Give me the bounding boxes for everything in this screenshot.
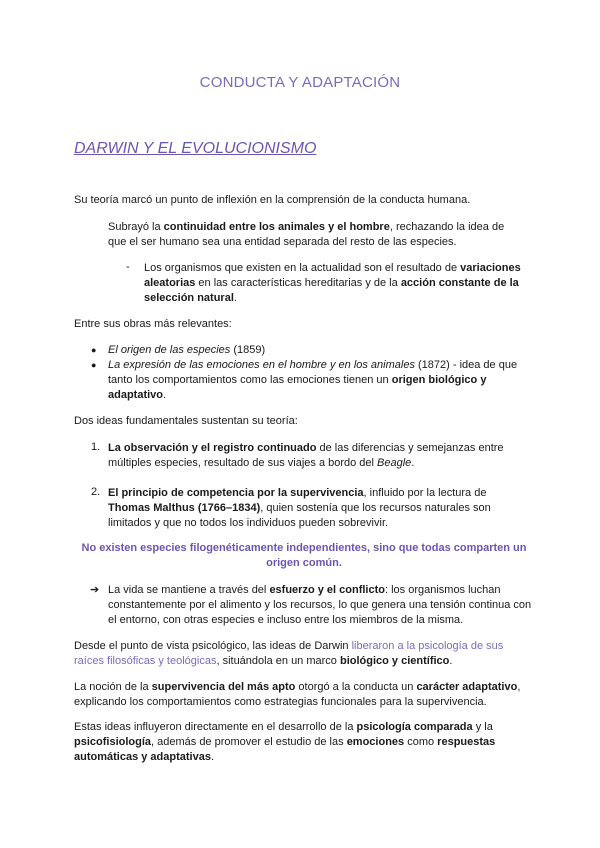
dash-item: Los organismos que existen en la actualidad son el resultado de variaciones aleatorias en las características hereditarias y de la acción constante de la selección natural. bbox=[144, 262, 521, 304]
dash-marker: - bbox=[126, 261, 130, 273]
list-number: 1. bbox=[91, 441, 101, 453]
highlight-statement: No existen especies filogenéticamente independientes, sino que todas comparten un origen común. bbox=[81, 542, 527, 569]
work-item: El origen de las especies (1859) bbox=[108, 344, 266, 356]
continuity-paragraph: Subrayó la continuidad entre los animales y el hombre, rechazando la idea de que el ser humano sea una entidad separada del resto de las especies. bbox=[108, 221, 505, 248]
section-heading: DARWIN Y EL EVOLUCIONISMO bbox=[74, 140, 317, 157]
arrow-icon: ➔ bbox=[90, 584, 100, 596]
work-item: La expresión de las emociones en el hombre y en los animales (1872) - idea de que tanto los comportamientos como las emociones tienen un origen biológico y adaptativo. bbox=[108, 359, 518, 401]
intro-paragraph: Su teoría marcó un punto de inflexión en la comprensión de la conducta humana. bbox=[74, 194, 471, 206]
list-number: 2. bbox=[91, 486, 101, 498]
bullet-icon: ● bbox=[91, 345, 97, 355]
psychology-paragraph: Desde el punto de vista psicológico, las ideas de Darwin liberaron a la psicología de sus raíces filosóficas y teológicas, situándola en un marco biológico y científico. bbox=[74, 640, 504, 667]
influence-paragraph: Estas ideas influyeron directamente en el desarrollo de la psicología comparada y la psicofisiología, además de promover el estudio de las emociones como respuestas automáticas y adaptativas. bbox=[74, 721, 496, 763]
page-title: CONDUCTA Y ADAPTACIÓN bbox=[199, 74, 401, 91]
bullet-icon: ● bbox=[91, 360, 97, 370]
ideas-heading: Dos ideas fundamentales sustentan su teoría: bbox=[74, 415, 298, 427]
arrow-item: La vida se mantiene a través del esfuerzo y el conflicto: los organismos luchan constantemente por el alimento y los recursos, lo que genera una tensión continua con el entorno, con otras especies e incluso entre los miembros de la misma. bbox=[108, 584, 532, 626]
idea-item: El principio de competencia por la supervivencia, influido por la lectura de Thomas Malthus (1766–1834), quien sostenía que los recursos naturales son limitados y que no todos los individuos pueden sobrevivir. bbox=[108, 487, 491, 529]
survival-paragraph: La noción de la supervivencia del más apto otorgó a la conducta un carácter adaptativo, explicando los comportamientos como estrategias funcionales para la supervivencia. bbox=[74, 681, 521, 708]
idea-item: La observación y el registro continuado de las diferencias y semejanzas entre múltiples especies, resultado de sus viajes a bordo del Beagle. bbox=[108, 442, 504, 469]
works-heading: Entre sus obras más relevantes: bbox=[74, 318, 232, 330]
